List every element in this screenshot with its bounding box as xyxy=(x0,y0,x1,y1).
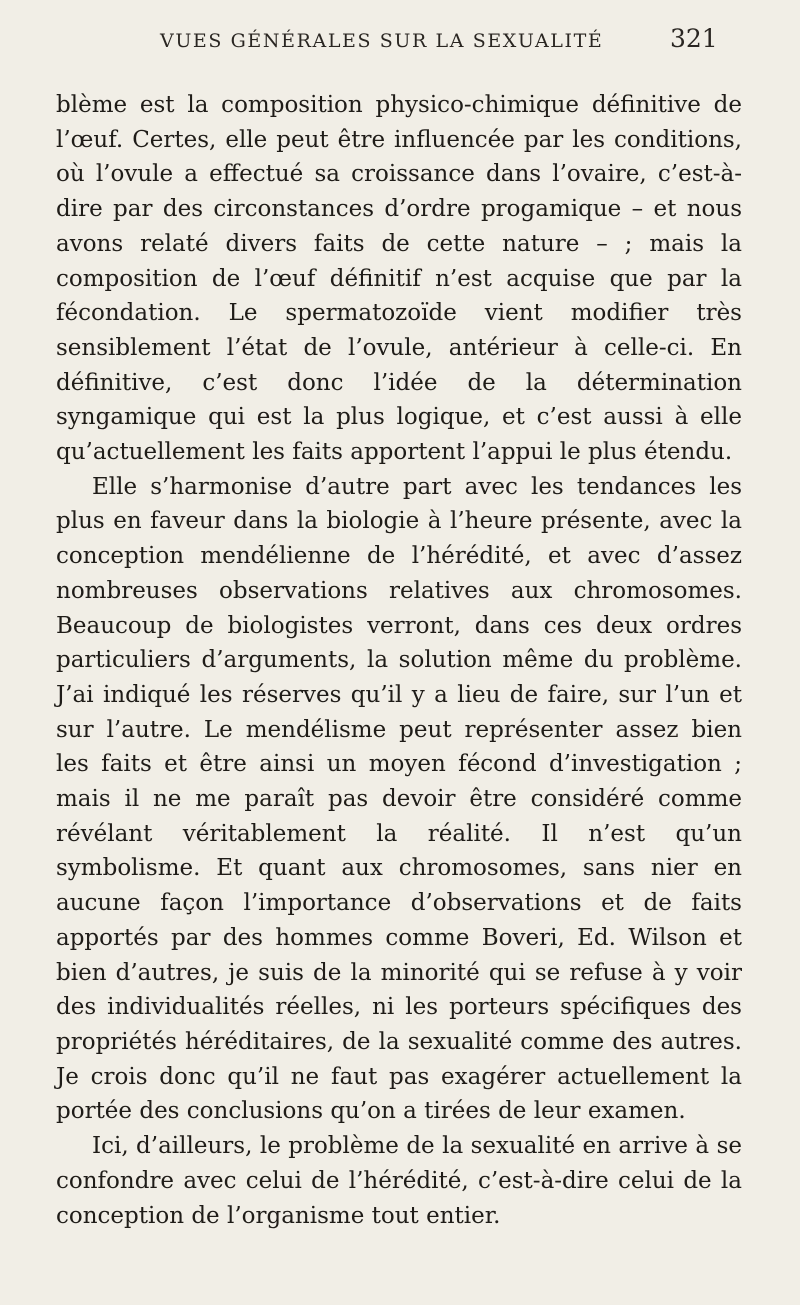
running-head xyxy=(0,20,800,60)
running-title: VUES GÉNÉRALES SUR LA SEXUALITÉ xyxy=(160,30,604,52)
paragraph: Ici, d’ailleurs, le problème de la sexualité en arrive à se confondre avec celui de l’hérédité, c’est-à-dire celui de la conception de l’organisme tout entier. xyxy=(56,1133,742,1229)
page-number: 321 xyxy=(670,24,718,53)
paragraph: Elle s’harmonise d’autre part avec les tendances les plus en faveur dans la biologie à l’heure présente, avec la conception mendélienne de l’hérédité, et avec d’assez nombreuses observations relatives aux chromosomes. Beaucoup de biologistes verront, dans ces deux ordres particuliers d’arguments, la solution même du problème. J’ai indiqué les réserves qu’il y a lieu de faire, sur l’un et sur l’autre. Le mendélisme peut représenter assez bien les faits et être ainsi un moyen fécond d’investigation ; mais il ne me paraît pas devoir être considéré comme révélant véritablement la réalité. Il n’est qu’un symbolisme. Et quant aux chromosomes, sans nier en aucune façon l’importance d’observations et de faits apportés par des hommes comme Boveri, Ed. Wilson et bien d’autres, je suis de la minorité qui se refuse à y voir des individualités réelles, ni les porteurs spécifiques des propriétés héréditaires, de la sexualité comme des autres. Je crois donc qu’il ne faut pas exagérer actuellement la portée des conclusions qu’on a tirées de leur examen. xyxy=(56,473,742,1125)
text-body xyxy=(56,88,742,1233)
paragraph-continuation: blème est la composition physico-chimique définitive de l’œuf. Certes, elle peut être influencée par les conditions, où l’ovule a effectué sa croissance dans l’ovaire, c’est-à-dire par des circonstances d’ordre progamique – et nous avons relaté divers faits de cette nature – ; mais la composition de l’œuf définitif n’est acquise que par la fécondation. Le spermatozoïde vient modifier très sensiblement l’état de l’ovule, antérieur à celle-ci. En définitive, c’est donc l’idée de la détermination syngamique qui est la plus logique, et c’est aussi à elle qu’actuellement les faits apportent l’appui le plus étendu. xyxy=(56,92,742,466)
